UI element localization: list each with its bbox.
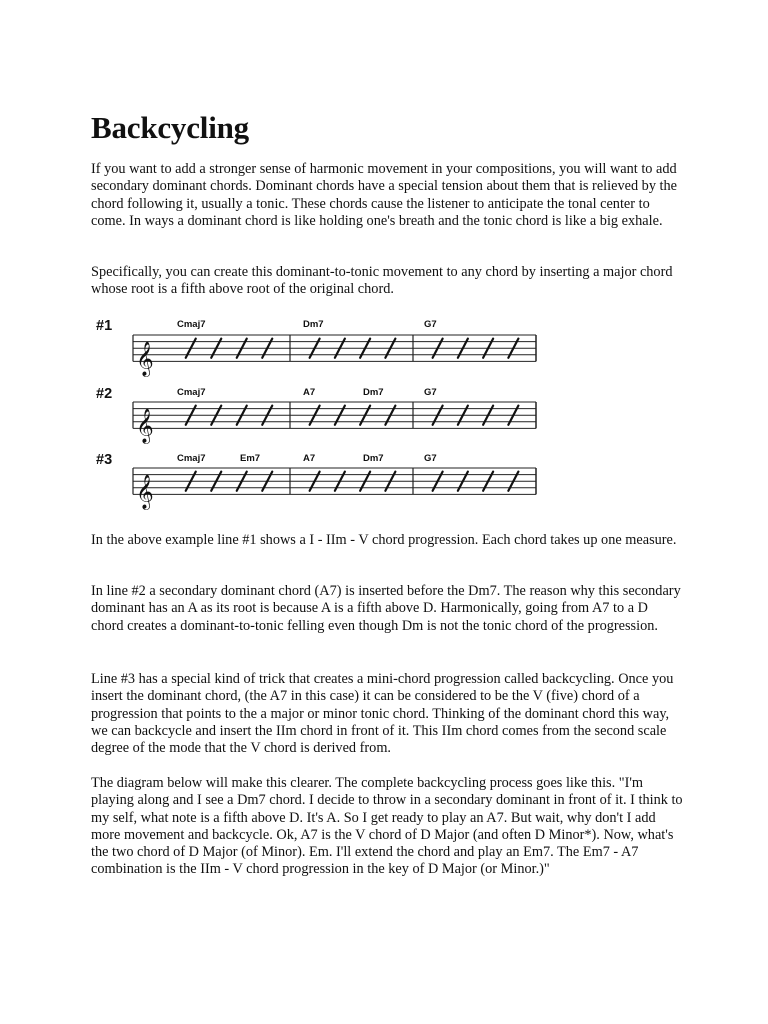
staff-line-label: #3 [96, 452, 113, 468]
page-title: Backcycling [91, 110, 249, 145]
chord-symbol: Cmaj7 [177, 453, 206, 464]
chord-symbol: A7 [303, 387, 316, 398]
treble-clef-icon: 𝄞 [136, 341, 154, 377]
paragraph-intro: If you want to add a stronger sense of harmonic movement in your compositions, you will want to add secondary dominant chords. Dominant chords have a special tension about them that is relieved by the chord following it, usually a tonic. These chords cause the listener to anticipate the tonal center to come. In ways a dominant chord is like holding one's breath and the tonic chord is like a big exhale. [91, 161, 678, 229]
paragraph-specifically: Specifically, you can create this dominant-to-tonic movement to any chord by inserting a major chord whose root is a fifth above root of the original chord. [91, 264, 673, 298]
chord-symbol: Dm7 [363, 387, 384, 398]
paragraph-line-3: Line #3 has a special kind of trick that creates a mini-chord progression called backcycling. Once you insert the dominant chord, (the A7 in this case) it can be considered to be the V (five) chord of a progression that points to the a major or minor tonic chord. Thinking of the dominant chord this way, we can backcycle and insert the IIm chord in front of it. This IIm chord comes from the second scale degree of the mode that the V chord is derived from. [91, 671, 674, 757]
paragraph-line-1: In the above example line #1 shows a I - IIm - V chord progression. Each chord takes up one measure. [91, 532, 677, 548]
paragraph-line-2: In line #2 a secondary dominant chord (A7) is inserted before the Dm7. The reason why this secondary dominant has an A as its root is because A is a fifth above D. Harmonically, going from A7 to a D chord creates a dominant-to-tonic felling even though Dm is not the tonic chord of the progression. [91, 583, 681, 634]
chord-symbol: Em7 [240, 453, 261, 464]
chord-progression-figure [0, 300, 768, 520]
chord-symbol: G7 [424, 319, 437, 330]
treble-clef-icon: 𝄞 [136, 474, 154, 510]
chord-symbol: G7 [424, 387, 437, 398]
chord-symbol: G7 [424, 453, 437, 464]
paragraph-diagram: The diagram below will make this clearer. The complete backcycling process goes like this. "I'm playing along and I see a Dm7 chord. I decide to throw in a secondary dominant in front of it. I think to my self, what note is a fifth above D. It's A. So I get ready to play an A7. But wait, why don't I add more movement and backcycle. Ok, A7 is the V chord of D Major (and often D Minor*). Now, what's the two chord of D Major (of Minor). Em. I'll extend the chord and play an Em7. The Em7 - A7 combination is the IIm - V chord progression in the key of D Major (or Minor.)" [91, 775, 683, 878]
chord-symbol: Cmaj7 [177, 387, 206, 398]
staff-line-label: #1 [96, 318, 113, 334]
chord-symbol: A7 [303, 453, 316, 464]
chord-symbol: Dm7 [363, 453, 384, 464]
chord-symbol: Dm7 [303, 319, 324, 330]
chord-symbol: Cmaj7 [177, 319, 206, 330]
treble-clef-icon: 𝄞 [136, 408, 154, 444]
staff-line-label: #2 [96, 386, 113, 402]
